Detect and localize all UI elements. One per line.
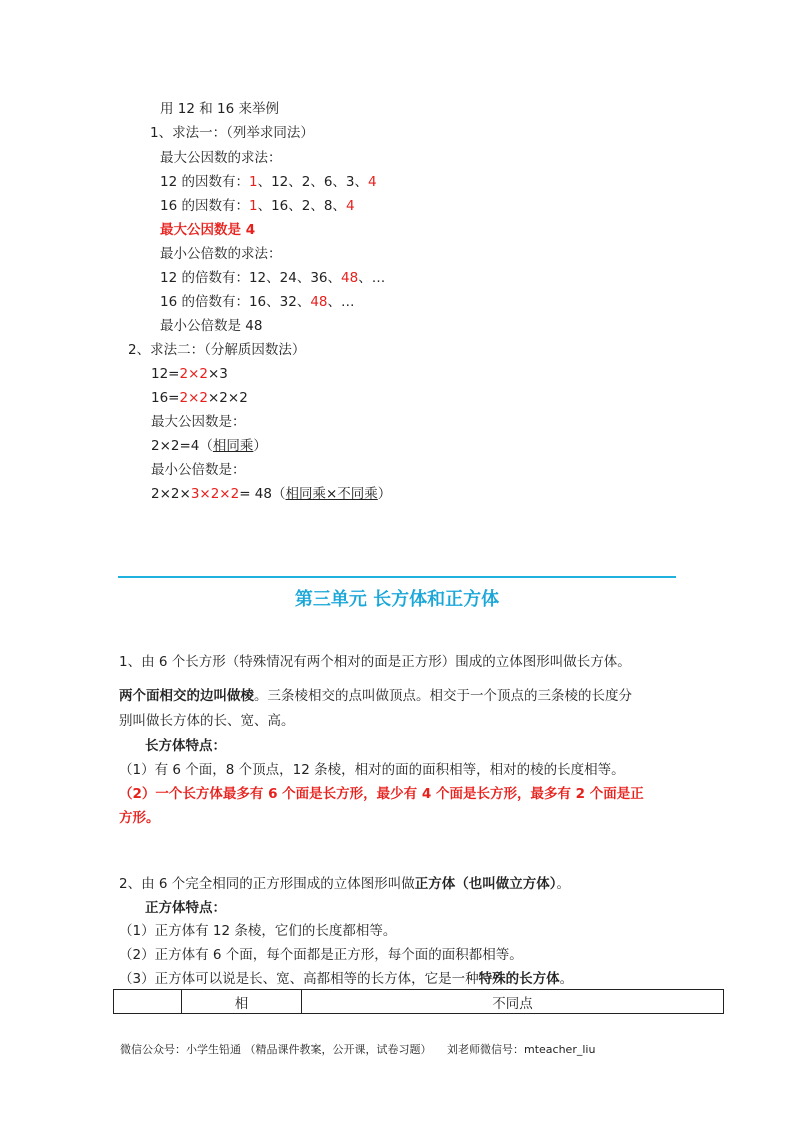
lcm-result: 最小公倍数是 48 [160, 318, 263, 334]
edge-definition-cont: 别叫做长方体的长、宽、高。 [119, 713, 295, 729]
unit3-heading: 第三单元 长方体和正方体 [294, 589, 500, 610]
edge-definition: 两个面相交的边叫做棱。三条棱相交的点叫做顶点。相交于一个顶点的三条棱的长度分 [119, 688, 632, 704]
factors-16: 16 的因数有：1、16、2、8、4 [160, 198, 355, 214]
cuboid-feature-2: （2）一个长方体最多有 6 个面是长方形，最少有 4 个面是长方形，最多有 2 个面是正 [119, 786, 644, 802]
decomp-12: 12=2×2×3 [151, 366, 228, 382]
table-row [114, 990, 724, 1014]
page-footer [120, 1041, 607, 1057]
lcm2-calc: 2×2×3×2×2= 48（相同乘×不同乘） [151, 486, 392, 502]
table-header-blank [114, 990, 182, 1014]
table-header-same: 相 [182, 990, 302, 1014]
lcm2-title: 最小公倍数是： [151, 462, 246, 478]
gcd-result: 最大公因数是 4 [160, 222, 256, 238]
method1-title: 1、求法一：（列举求同法） [150, 125, 314, 141]
gcd2-title: 最大公因数是： [151, 414, 246, 430]
section-divider [118, 576, 676, 578]
cuboid-features-title: 长方体特点： [145, 738, 226, 754]
multiples-16: 16 的倍数有：16、32、48、… [160, 294, 355, 310]
cube-feature-2: （2）正方体有 6 个面，每个面都是正方形，每个面的面积都相等。 [119, 947, 523, 963]
example-intro: 用 12 和 16 来举例 [160, 101, 280, 117]
cuboid-feature-2-cont: 方形。 [119, 810, 160, 826]
table-header-different: 不同点 [302, 990, 724, 1014]
footer-teacher: 刘老师微信号：mteacher_liu [447, 1043, 596, 1056]
cube-features-title: 正方体特点： [145, 900, 226, 916]
lcm-method-title: 最小公倍数的求法： [160, 246, 282, 262]
comparison-table [113, 989, 724, 1014]
method2-title: 2、求法二：（分解质因数法） [128, 342, 306, 358]
footer-wechat: 微信公众号：小学生铅通 （精品课件教案，公开课，试卷习题） [120, 1043, 432, 1056]
cube-feature-3: （3）正方体可以说是长、宽、高都相等的长方体，它是一种特殊的长方体。 [119, 971, 574, 987]
cube-definition: 2、由 6 个完全相同的正方形围成的立体图形叫做正方体（也叫做立方体）。 [119, 876, 571, 892]
factors-12: 12 的因数有：1、12、2、6、3、4 [160, 174, 377, 190]
cuboid-definition: 1、由 6 个长方形（特殊情况有两个相对的面是正方形）围成的立体图形叫做长方体。 [119, 654, 631, 670]
cube-feature-1: （1）正方体有 12 条棱，它们的长度都相等。 [119, 923, 397, 939]
gcd-method-title: 最大公因数的求法： [160, 150, 282, 166]
gcd2-calc: 2×2=4（相同乘） [151, 438, 267, 454]
multiples-12: 12 的倍数有：12、24、36、48、… [160, 270, 386, 286]
cuboid-feature-1: （1）有 6 个面，8 个顶点，12 条棱，相对的面的面积相等，相对的棱的长度相等。 [119, 762, 625, 778]
decomp-16: 16=2×2×2×2 [151, 390, 248, 406]
